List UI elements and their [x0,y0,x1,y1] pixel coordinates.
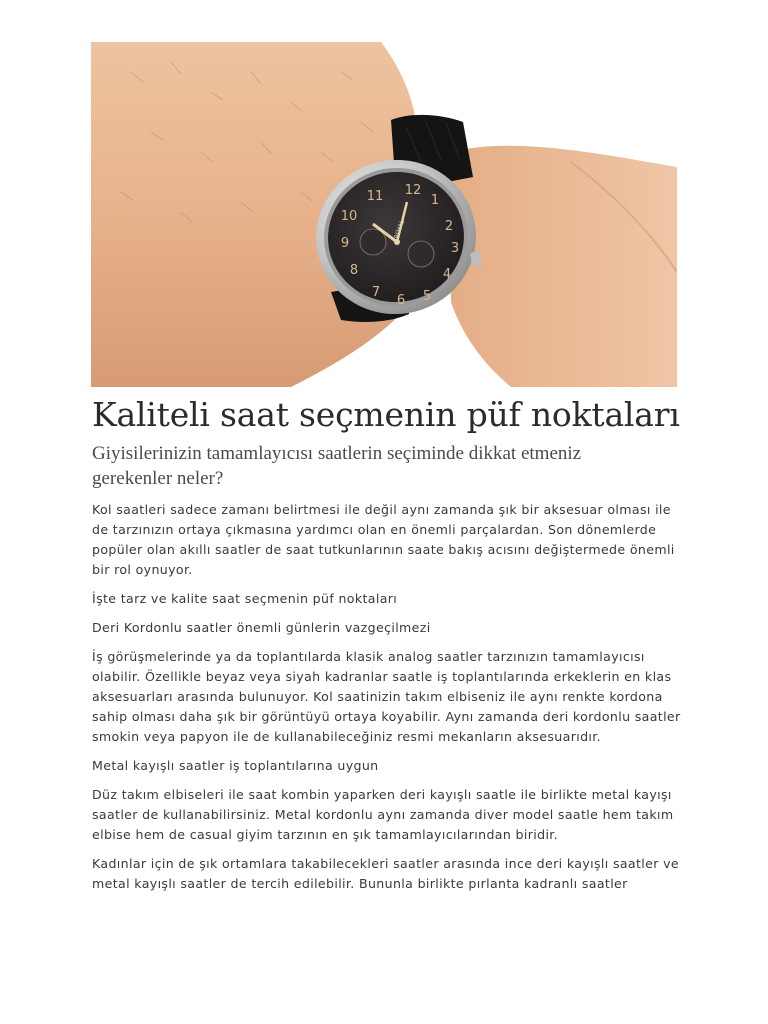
hero-image [91,42,677,387]
paragraph-intro: Kol saatleri sadece zamanı belirtmesi ile değil aynı zamanda şık bir aksesuar olması ile de tarzınızın ortaya çıkmasına yardımcı olan en önemli parçalardan. Son dönemlerde popüler olan akıllı saatler de saat tutkunlarının saate bakış acısını değiştermede önemli bir rol oynuyor. [92,502,675,577]
svg-text:7: 7 [371,285,381,300]
svg-text:8: 8 [349,263,359,278]
svg-text:12: 12 [404,183,422,198]
paragraph-leather: İş görüşmelerinde ya da toplantılarda klasik analog saatler tarzınızın tamamlayıcısı olabilir. Özellikle beyaz veya siyah kadranlar saatle iş toplantılarında erkeklerin en klas aksesuarları arasında bulunuyor. Kol saatinizin takım elbiseniz ile aynı renkte kordona sahip olması daha şık bir görüntüyü ortaya koyabilir. Aynı zamanda deri kordonlu saatler smokin veya papyon ile de kullanabileceğiniz resmi mekanların aksesuarıdır. [92,649,681,744]
svg-text:10: 10 [340,209,358,224]
svg-text:5: 5 [422,289,432,304]
svg-text:9: 9 [340,236,350,251]
article-subtitle: Giyisilerinizin tamamlayıcısı saatlerin seçiminde dikkat etmeniz gerekenler neler? [92,443,582,489]
svg-text:3: 3 [450,241,460,256]
svg-text:6: 6 [396,293,406,308]
svg-text:2: 2 [444,219,454,234]
article-title: Kaliteli saat seçmenin püf noktaları [92,395,680,434]
paragraph-metal: Düz takım elbiseleri ile saat kombin yaparken deri kayışlı saatle ile birlikte metal kayışı saatler de kullanabilirsiniz. Metal kordonlu aynı zamanda diver model saatle hem takım elbise hem de casual giyim tarzının en şık tamamlayıcılarından biridir. [92,787,674,842]
article-body [92,500,682,903]
svg-text:1: 1 [430,193,440,208]
svg-text:4: 4 [442,267,452,282]
paragraph-women: Kadınlar için de şık ortamlara takabilecekleri saatler arasında ince deri kayışlı saatler ve metal kayışlı saatler de tercih edilebilir. Bununla birlikte pırlanta kadranlı saatler [92,856,680,891]
svg-text:11: 11 [366,189,384,204]
wristwatch-photo [91,42,677,387]
section-heading-tips: İşte tarz ve kalite saat seçmenin püf noktaları [92,591,398,606]
section-heading-metal: Metal kayışlı saatler iş toplantılarına uygun [92,758,379,773]
section-heading-leather: Deri Kordonlu saatler önemli günlerin vazgeçilmezi [92,620,431,635]
